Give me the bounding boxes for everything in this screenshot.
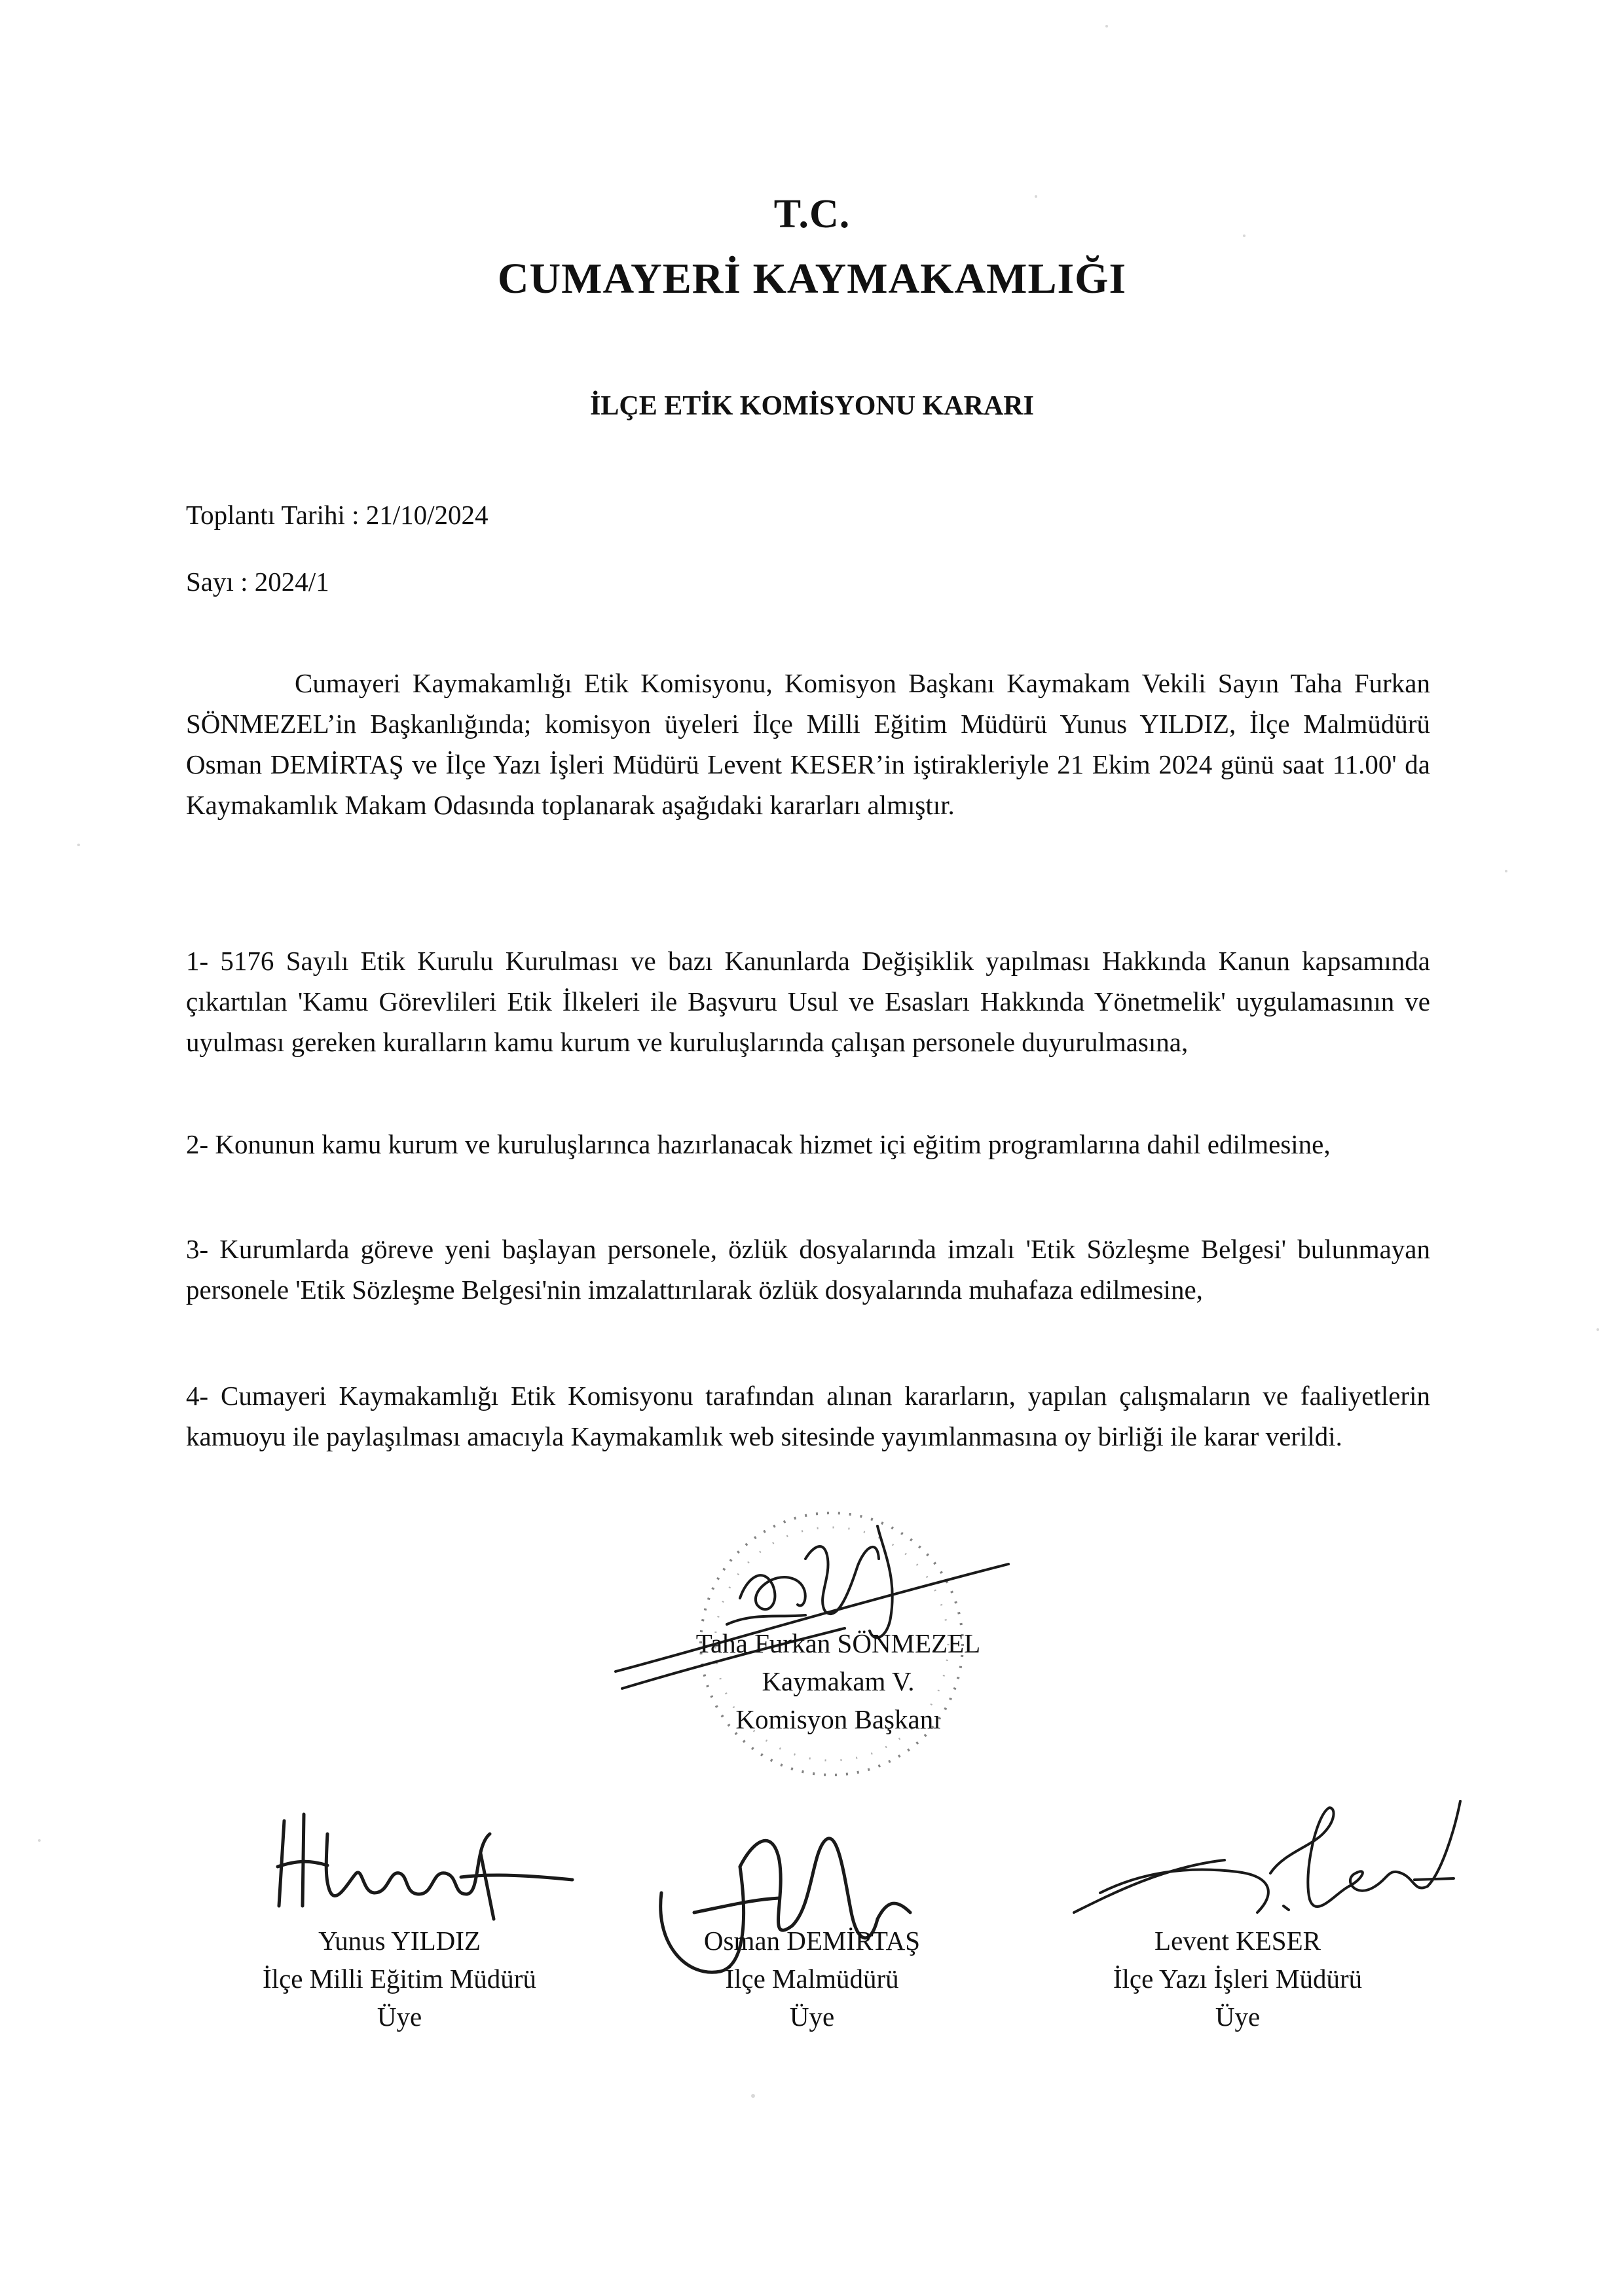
member-role: Üye — [1215, 2002, 1261, 2032]
chair-role: Komisyon Başkanı — [735, 1704, 941, 1734]
member-signature-block — [1035, 1922, 1441, 2036]
document-number: Sayı : 2024/1 — [186, 567, 329, 597]
member-name: Yunus YILDIZ — [318, 1926, 481, 1956]
member-title: İlçe Milli Eğitim Müdürü — [263, 1964, 536, 1994]
intro-paragraph: Cumayeri Kaymakamlığı Etik Komisyonu, Komisyon Başkanı Kaymakam Vekili Sayın Taha Furkan SÖNMEZEL’in Başkanlığında; komisyon üyeleri İlçe Milli Eğitim Müdürü Yunus YILDIZ, İlçe Malmüdürü Osman DEMİRTAŞ ve İlçe Yazı İşleri Müdürü Levent KESER’in iştirakleriyle 21 Ekim 2024 günü saat 11.00' da Kaymakamlık Makam Odasında toplanarak aşağıdaki kararları almıştır. — [186, 668, 1430, 820]
member-signature-block — [196, 1922, 602, 2036]
member-role: Üye — [789, 2002, 835, 2032]
member-role: Üye — [377, 2002, 422, 2032]
decision-item: 3- Kurumlarda göreve yeni başlayan personele, özlük dosyalarında imzalı 'Etik Sözleşme Belgesi' bulunmayan personele 'Etik Sözleşme Belgesi'nin imzalattırılarak özlük dosyalarında muhafaza edilmesine, — [186, 1234, 1430, 1305]
chair-name: Taha Furkan SÖNMEZEL — [695, 1628, 981, 1658]
state-header: T.C. — [773, 192, 851, 236]
chair-signature-block — [661, 1624, 1015, 1738]
document-title: İLÇE ETİK KOMİSYONU KARARI — [590, 391, 1034, 421]
decision-item: 4- Cumayeri Kaymakamlığı Etik Komisyonu tarafından alınan kararların, yapılan çalışmaların ve faaliyetlerin kamuoyu ile paylaşılması amacıyla Kaymakamlık web sitesinde yayımlanmasına oy birliği ile karar verildi. — [186, 1381, 1430, 1451]
member-name: Levent KESER — [1154, 1926, 1321, 1956]
member-name: Osman DEMİRTAŞ — [703, 1926, 921, 1956]
member-title: İlçe Yazı İşleri Müdürü — [1113, 1964, 1363, 1994]
decision-item: 1- 5176 Sayılı Etik Kurulu Kurulması ve bazı Kanunlarda Değişiklik yapılması Hakkında Kanun kapsamında çıkartılan 'Kamu Görevlileri Etik İlkeleri ile Başvuru Usul ve Esasları Hakkında Yönetmelik' uygulamasının ve uyulması gereken kuralların kamu kurum ve kuruluşlarında çalışan personele duyurulmasına, — [186, 946, 1430, 1057]
member-signature — [265, 1808, 579, 1926]
member-title: İlçe Malmüdürü — [725, 1964, 899, 1994]
decision-item: 2- Konunun kamu kurum ve kuruluşlarınca hazırlanacak hizmet içi eğitim programlarına dahil edilmesine, — [186, 1129, 1331, 1159]
member-signature — [1061, 1795, 1467, 1939]
meeting-date: Toplantı Tarihi : 21/10/2024 — [186, 500, 489, 530]
member-signature-block — [616, 1922, 1008, 2036]
institution-header: CUMAYERİ KAYMAKAMLIĞI — [497, 255, 1127, 303]
chair-title: Kaymakam V. — [762, 1666, 915, 1696]
